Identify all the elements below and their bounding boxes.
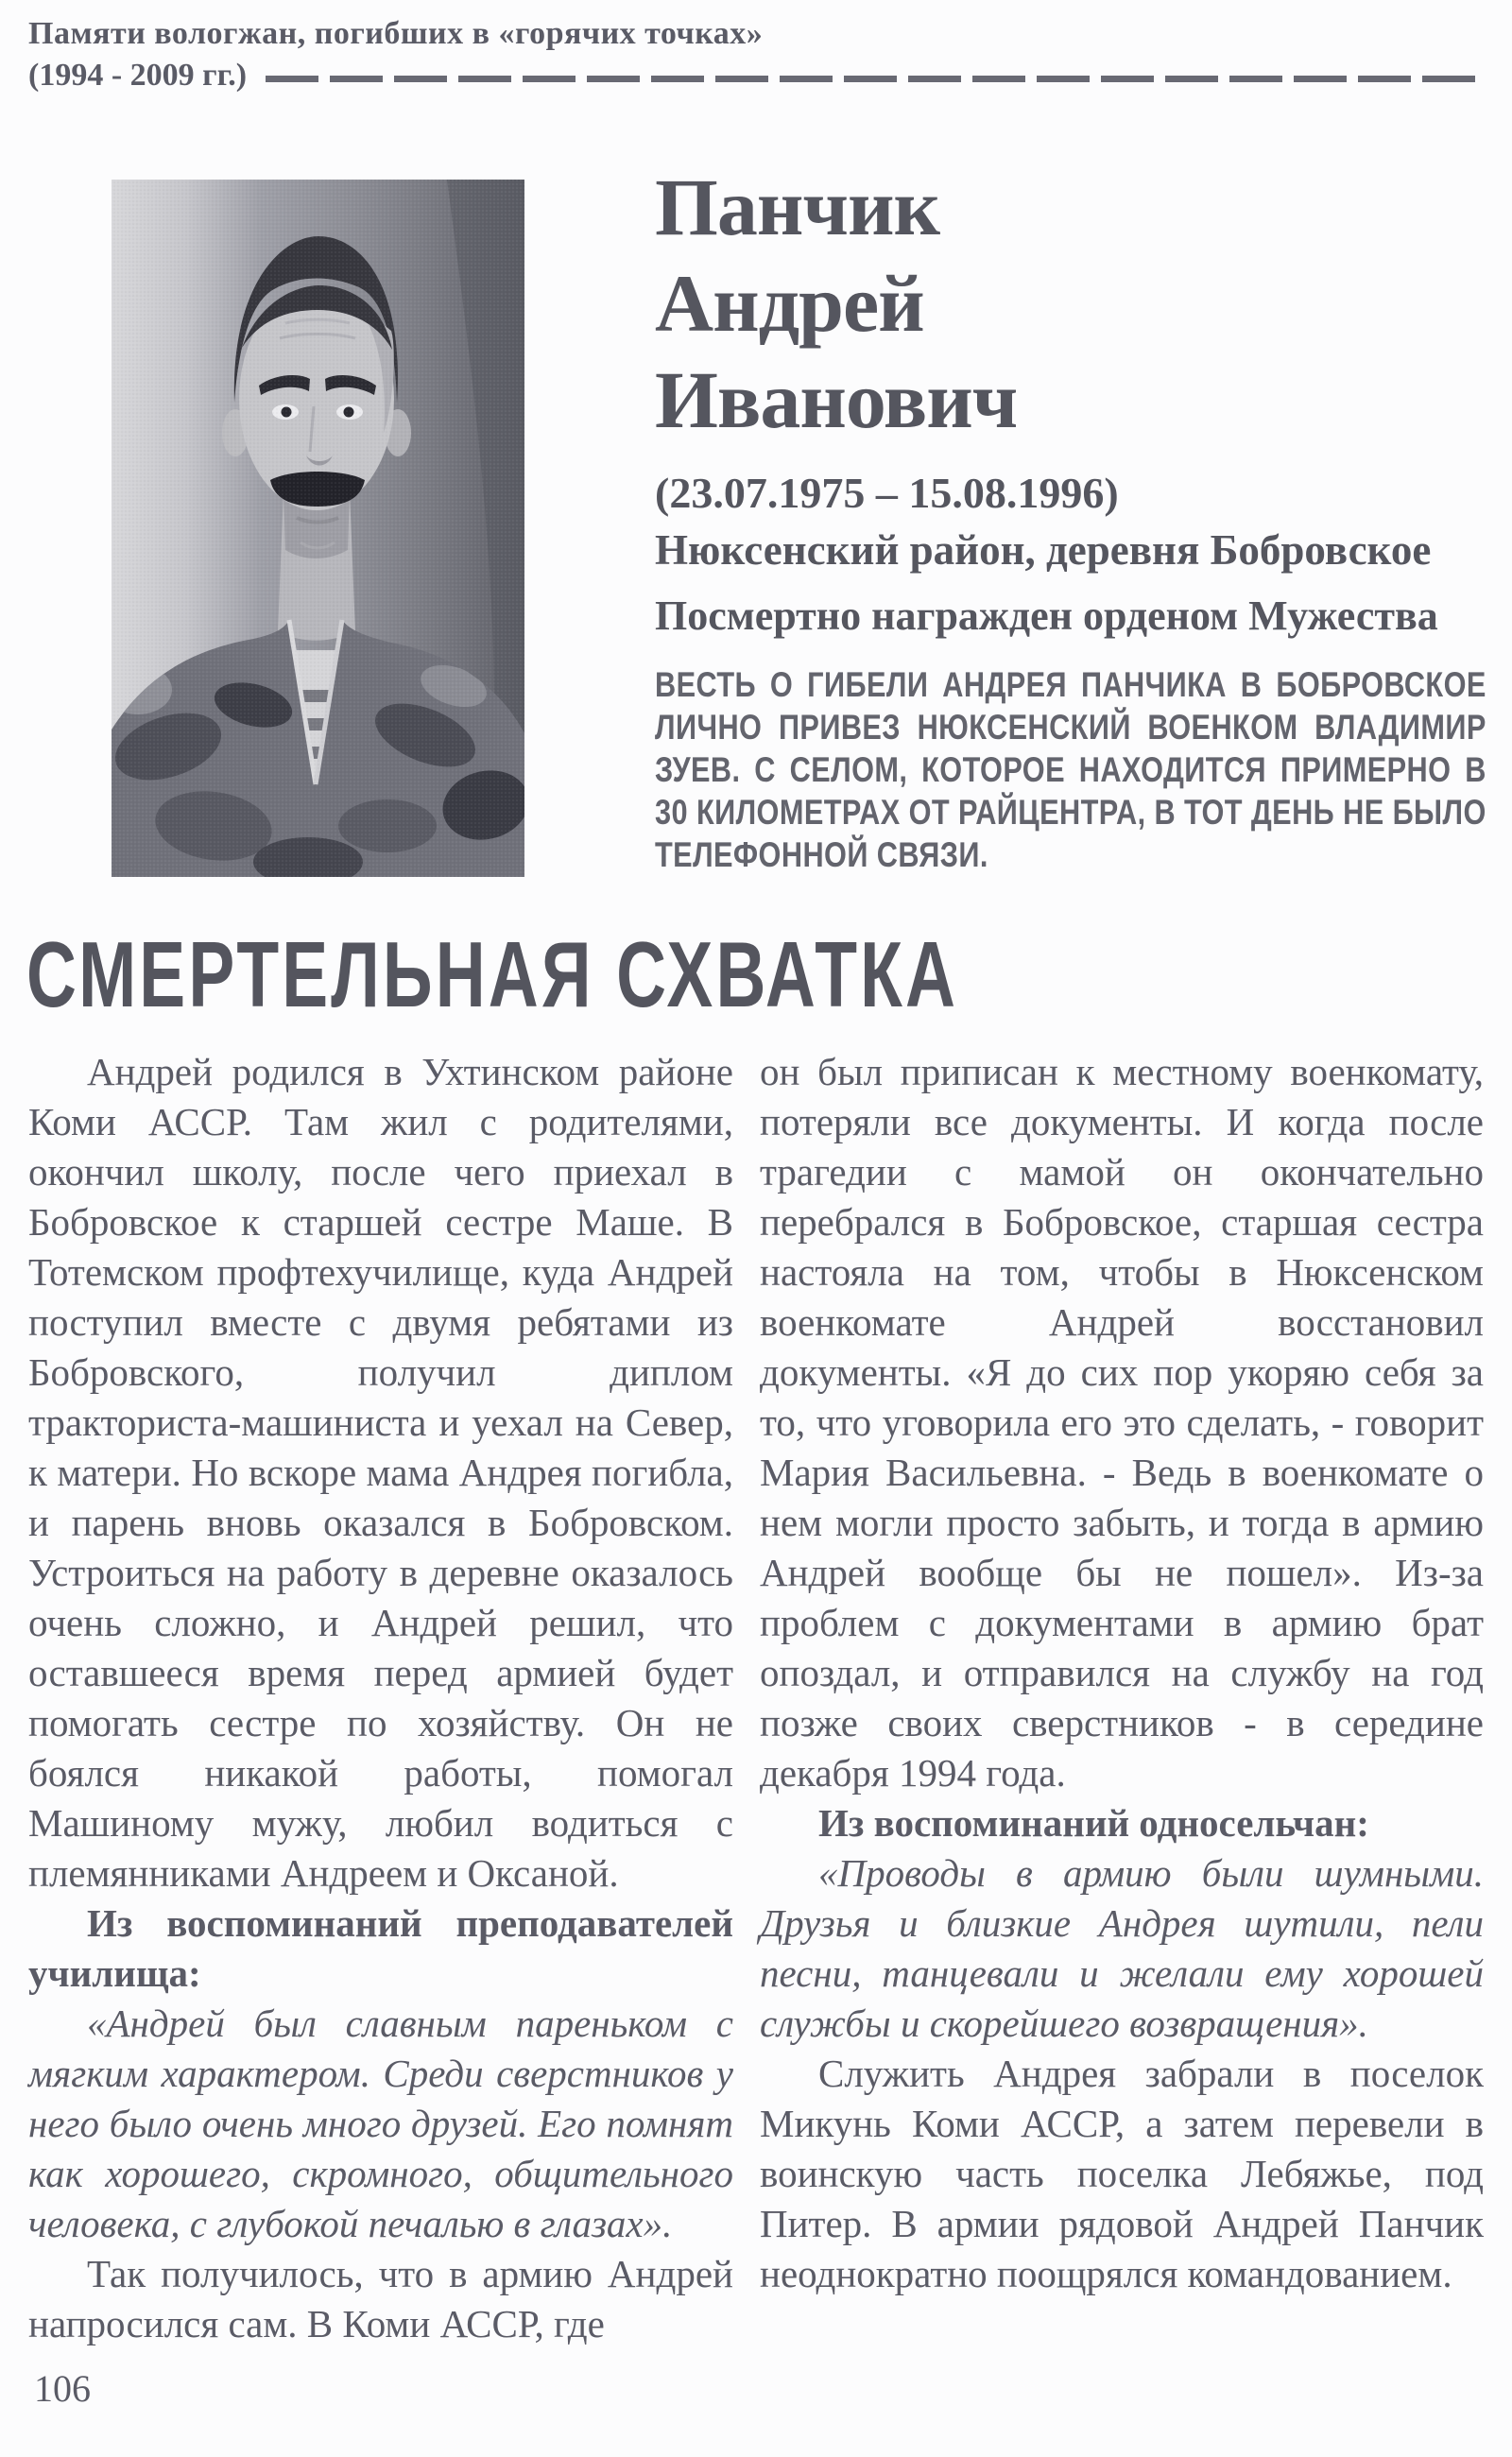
running-head-years: (1994 - 2009 гг.) xyxy=(28,58,248,93)
article-heading xyxy=(26,921,1221,1027)
running-head-title: Памяти вологжан, погибших в «горячих точках» xyxy=(28,16,764,51)
body-paragraph-italic: «Проводы в армию были шумными. Друзья и близкие Андрея шутили, пели песни, танцевали и желали ему хорошей службы и скорейшего возвращения». xyxy=(760,1851,1484,2045)
body-paragraph-normal: Так получилось, что в армию Андрей напросился сам. В Коми АССР, где xyxy=(28,2252,733,2345)
first-name: Андрей xyxy=(655,258,924,349)
right-column xyxy=(760,1047,1484,2349)
running-head-row xyxy=(28,57,1484,94)
birthplace: Нюксенский район, деревня Бобровское xyxy=(655,526,1432,574)
portrait-photo-graphic xyxy=(112,180,524,877)
body-paragraph-bold: Из воспоминаний односельчан: xyxy=(818,1801,1369,1845)
award-line: Посмертно награжден орденом Мужества xyxy=(655,593,1438,639)
body-paragraph-normal: Служить Андрея забрали в поселок Микунь Коми АССР, а затем перевели в воинскую часть поселка Лебяжье, под Питер. В армии рядовой Андрей Панчик неоднократно поощрялся командованием. xyxy=(760,2052,1484,2295)
dashed-rule xyxy=(266,76,1484,82)
body-paragraph-bold: Из воспоминаний преподавателей училища: xyxy=(28,1901,733,1995)
article-body xyxy=(28,1047,1484,2349)
surname: Панчик xyxy=(655,162,940,252)
body-paragraph-normal: он был приписан к местному военкомату, потеряли все документы. И когда после трагедии с мамой он окончательно перебрался в Бобровское, старшая сестра настояла на том, чтобы в Нюксенском военкомате Андрей восстановил документы. «Я до сих пор укоряю себя за то, что уговорила его это сделать, - говорит Мария Васильевна. - Ведь в военкомате о нем могли просто забыть, и тогда в армию Андрей вообще бы не пошел». Из-за проблем с документами в армию брат опоздал, и отправился на службу на год позже своих сверстников - в середине декабря 1994 года. xyxy=(760,1050,1484,1795)
article-heading-text: СМЕРТЕЛЬНАЯ СХВАТКА xyxy=(26,921,959,1027)
patronymic: Иванович xyxy=(655,354,1018,445)
lead-wrap xyxy=(655,663,1486,876)
running-head xyxy=(28,15,1484,94)
page-number: 106 xyxy=(34,2367,91,2410)
body-paragraph-normal: Андрей родился в Ухтинском районе Коми АССР. Там жил с родителями, окончил школу, после чего приехал в Бобровское к старшей сестре Маше. В Тотемском профтехучилище, куда Андрей поступил вместе с двумя ребятами из Бобровского, получил диплом тракториста-машиниста и уехал на Север, к матери. Но вскоре мама Андрея погибла, и парень вновь оказался в Бобровском. Устроиться на работу в деревне оказалось очень сложно, и Андрей решил, что оставшееся время перед армией будет помогать сестре по хозяйству. Он не боялся никакой работы, помогал Машиному мужу, любил водиться с племянниками Андреем и Оксаной. xyxy=(28,1050,733,1895)
memorial-title-block xyxy=(655,159,1486,876)
soldier-portrait-photo xyxy=(112,180,524,877)
life-dates: (23.07.1975 – 15.08.1996) xyxy=(655,469,1119,517)
lead-paragraph: ВЕСТЬ О ГИБЕЛИ АНДРЕЯ ПАНЧИКА В БОБРОВСКОЕ ЛИЧНО ПРИВЕЗ НЮКСЕНСКИЙ ВОЕНКОМ ВЛАДИМИР ЗУЕВ. С СЕЛОМ, КОТОРОЕ НАХОДИТСЯ ПРИМЕРНО В 30 КИЛОМЕТРАХ ОТ РАЙЦЕНТРА, В ТОТ ДЕНЬ НЕ БЫЛО ТЕЛЕФОННОЙ СВЯЗИ. xyxy=(655,665,1486,874)
left-column xyxy=(28,1047,733,2349)
body-paragraph-italic: «Андрей был славным пареньком с мягким характером. Среди сверстников у него было очень много друзей. Его помнят как хорошего, скромного, общительного человека, с глубокой печалью в глазах». xyxy=(28,2002,733,2245)
